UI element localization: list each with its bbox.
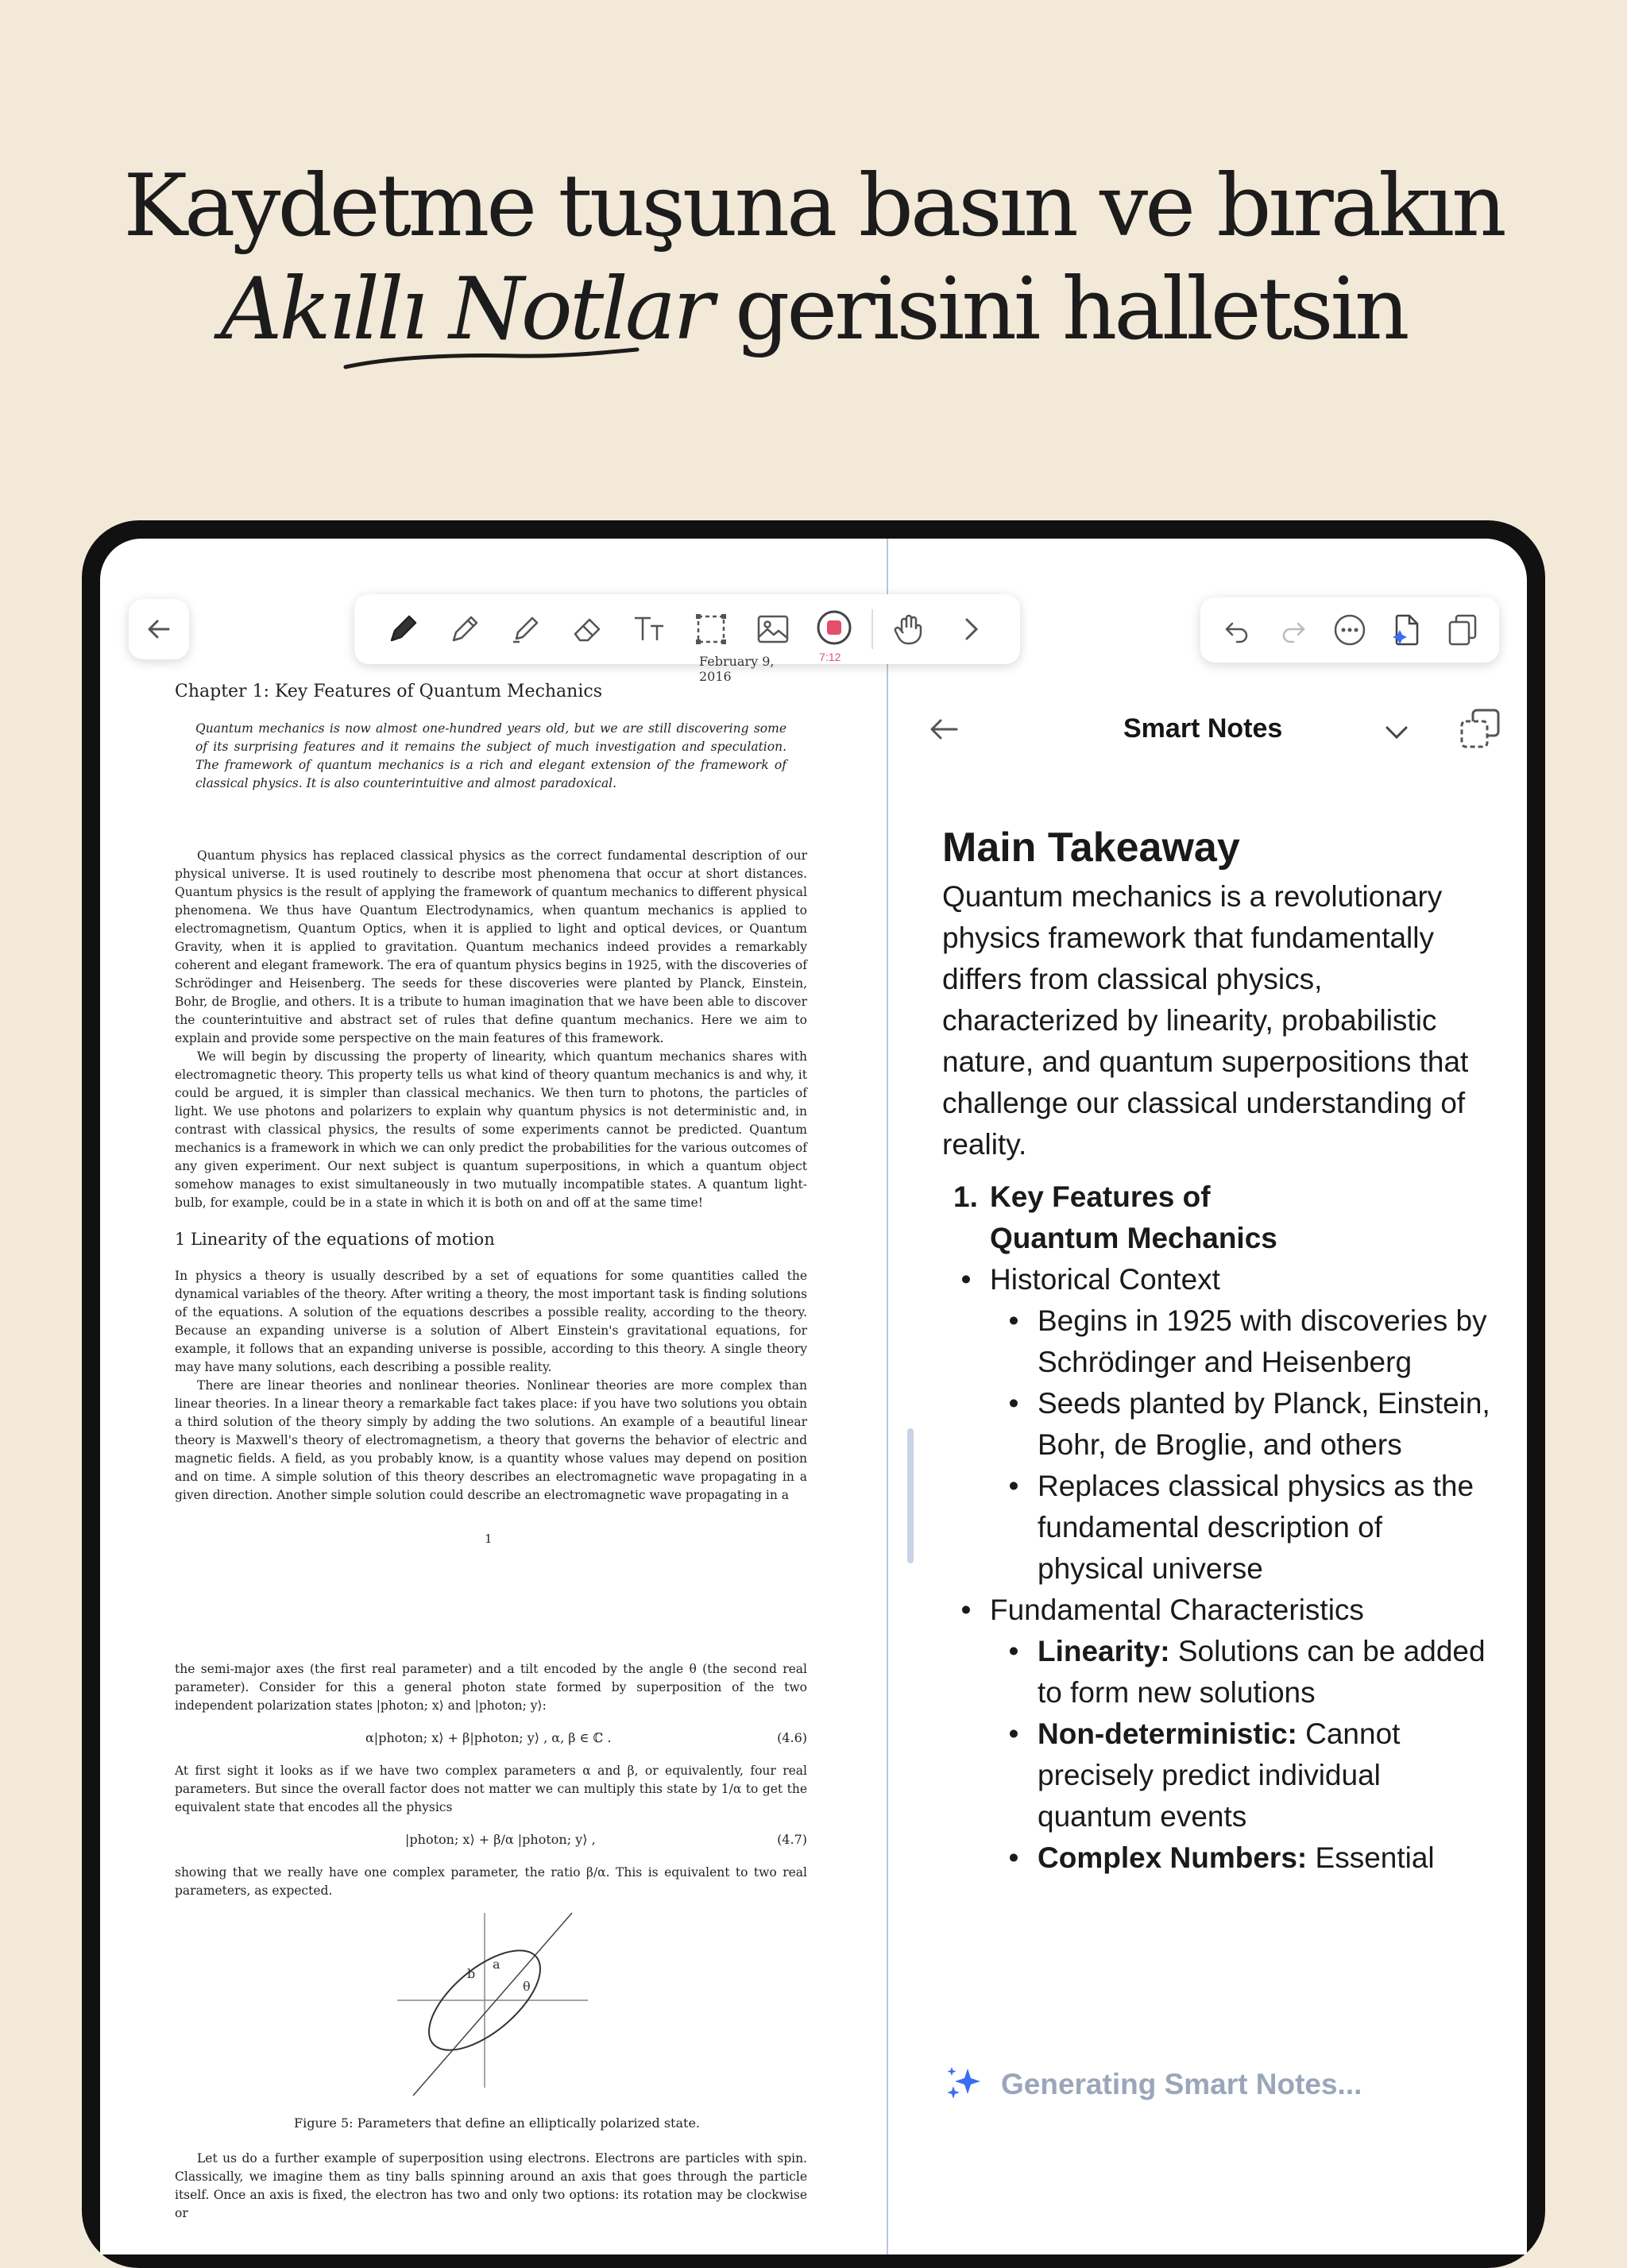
headline-line-1: Kaydetme tuşuna basın ve bırakın [123, 156, 1504, 256]
headline-line-2-rest: gerisini halletsin [735, 260, 1407, 359]
more-icon [1332, 612, 1367, 647]
smart-notes-back-button[interactable] [926, 712, 961, 751]
image-tool[interactable] [748, 605, 798, 654]
chevron-right-icon [956, 613, 987, 645]
generating-text: Generating Smart Notes... [1001, 2068, 1362, 2100]
record-time: 7:12 [819, 651, 841, 663]
highlighter-tool[interactable] [501, 605, 551, 654]
pages-button[interactable] [1438, 605, 1487, 655]
svg-text:a: a [493, 1957, 500, 1972]
equation-number: (4.7) [777, 1832, 807, 1847]
scrollbar-thumb[interactable] [907, 1428, 914, 1563]
smart-notes-content [942, 821, 1490, 1879]
highlighter-icon [507, 610, 545, 648]
paragraph: At first sight it looks as if we have two complex parameters α and β, or equivalently, four real parameters. But since the overall factor does not matter we can multiply this state by 1/α to get the equivalent state that encodes all the physics [175, 1764, 807, 1814]
lasso-icon [692, 610, 730, 648]
copy-notes-button[interactable] [1457, 705, 1505, 757]
title-dropdown[interactable] [1382, 718, 1411, 751]
headline-line-2 [0, 258, 1627, 361]
paragraph: Quantum physics has replaced classical physics as the correct fundamental description of our physical universe. It is used routinely to describe most phenomena that occur at short distances. Quantum physics is the result of applying the framework of quantum mechanics to different physical phenomena. We thus have Quantum Electrodynamics, when quantum mechanics is applied to electromagnetism, Quantum Optics, when it is applied to light and optical devices, or Quantum Gravity, when it is applied to gravitation. Quantum mechanics indeed provides a remarkably coherent and elegant framework. The era of quantum physics begins in 1925, with the discoveries of Schrödinger and Heisenberg. The seeds for these discoveries were planted by Planck, Einstein, Bohr, de Broglie, and others. It is a tribute to human imagination that we have been able to discover the counterintuitive and abstract set of rules that define quantum mechanics. Here we aim to explain and provide some perspective on the main features of this framework. [175, 848, 807, 1045]
list-item: • Linearity: Solutions can be added to form new solutions [1008, 1635, 1486, 1709]
drawing-toolbar [354, 594, 1020, 664]
headline-emphasis: Akıllı Notlar [220, 260, 711, 359]
paragraph: We will begin by discussing the property of linearity, which quantum mechanics shares with electromagnetic theory. This property tells us what kind of theory quantum mechanics is and why, it could be argued, it is simpler than classical mechanics. We then turn to photons, the particles of light. We use photons and polarizers to explain why quantum physics is not deterministic and, in contrast with classical physics, the results of some experiments cannot be predicted. Quantum mechanics is a framework in which we can only predict the probabilities for the various outcomes of any given experiment. Our next subject is quantum superpositions, in which a quantum object somehow manages to exist simultaneously in two mutually incompatible states. A quantum light-bulb, for example, could be in a state in which it is both on and off at the same time! [175, 1049, 807, 1210]
arrow-left-icon [145, 615, 173, 643]
arrow-left-icon [926, 712, 961, 747]
handwritten-underline [342, 343, 643, 375]
redo-icon [1277, 614, 1309, 646]
equation-body: |photon; x⟩ + β/α |photon; y⟩ , [405, 1832, 596, 1847]
hand-icon [891, 610, 929, 648]
more-tools-button[interactable] [947, 605, 996, 654]
section-title: Key Features of Quantum Mechanics [990, 1180, 1277, 1254]
abstract: Quantum mechanics is now almost one-hundred years old, but we are still discovering some of its surprising features and it remains the subject of much investigation and speculation. The framework of quantum mechanics is a rich and elegant extension of the framework of classical physics. It is also counterintuitive and almost paradoxical. [195, 721, 786, 790]
svg-text:b: b [467, 1966, 476, 1981]
list-item: • Historical Context [960, 1263, 1220, 1296]
list-item: • Complex Numbers: Essential [1008, 1841, 1435, 1874]
paragraph: the semi-major axes (the first real parameter) and a tilt encoded by the angle θ (the second real parameter). Consider for this a general photon state formed by superposition of the two independent polarization states |photon; x⟩ and |photon; y⟩: [175, 1662, 807, 1713]
chapter-title: Chapter 1: Key Features of Quantum Mechanics [175, 682, 602, 701]
eraser-icon [569, 610, 607, 648]
svg-text:θ: θ [523, 1979, 531, 1994]
pages-icon [1445, 612, 1480, 647]
split-divider[interactable] [887, 539, 888, 2254]
smart-notes-header [926, 705, 1498, 753]
smart-doc-icon [1389, 612, 1424, 647]
main-takeaway-summary: Quantum mechanics is a revolutionary physics framework that fundamentally differs from classical physics, characterized by linearity, probabilistic nature, and quantum superpositions that challenge our classical understanding of reality. [942, 880, 1469, 1161]
list-item: • Non-deterministic: Cannot precisely predict individual quantum events [1008, 1717, 1401, 1833]
text-icon [630, 610, 668, 648]
generating-status [942, 2062, 1362, 2107]
page-number: 1 [485, 1532, 493, 1546]
text-tool[interactable] [624, 605, 674, 654]
pen-icon [384, 610, 422, 648]
list-item: • Replaces classical physics as the fundamental description of physical universe [1008, 1470, 1474, 1585]
polarization-figure [381, 1905, 604, 2104]
list-item: • Seeds planted by Planck, Einstein, Bohr, de Broglie, and others [1008, 1387, 1490, 1461]
figure-caption: Figure 5: Parameters that define an elliptically polarized state. [294, 2115, 700, 2131]
record-button[interactable] [810, 605, 859, 663]
toolbar-separator [871, 609, 873, 649]
chevron-down-icon [1382, 718, 1411, 747]
sparkle-icon [942, 2062, 987, 2107]
copy-select-icon [1457, 705, 1505, 753]
pencil-tool[interactable] [440, 605, 489, 654]
paragraph: showing that we really have one complex parameter, the ratio β/α. This is equivalent to two real parameters, as expected. [175, 1865, 807, 1898]
back-button[interactable] [129, 599, 189, 659]
section-number: 1. [953, 1180, 978, 1213]
smart-doc-button[interactable] [1382, 605, 1431, 655]
pencil-icon [446, 610, 484, 648]
paragraph: In physics a theory is usually described by a set of equations for some quantities called the dynamical variables of the theory. After writing a theory, the most important task is finding solutions of the equations. A solution of the equations describes a possible reality, according to the theory. Because an expanding universe is a solution of Albert Einstein's gravitational equations, for example, it follows that an expanding universe is possible, according to this theory. A single theory may have many solutions, each describing a possible reality. [175, 1269, 807, 1374]
lasso-tool[interactable] [686, 605, 736, 654]
smart-notes-title[interactable]: Smart Notes [1123, 713, 1283, 744]
list-item: • Begins in 1925 with discoveries by Schrödinger and Heisenberg [1008, 1304, 1487, 1378]
main-takeaway-heading: Main Takeaway [942, 825, 1240, 871]
section-heading [942, 1177, 1490, 1259]
equation-body: α|photon; x⟩ + β|photon; y⟩ , α, β ∈ ℂ . [365, 1730, 612, 1745]
action-toolbar [1200, 597, 1499, 663]
hand-tool[interactable] [885, 605, 934, 654]
paragraph: Let us do a further example of superposition using electrons. Electrons are particles with spin. Classically, we imagine them as tiny balls spinning around an axis that goes through the particle itself. Once an axis is fixed, the electron has two and only two options: its rotation may be clockwise or [175, 2151, 807, 2220]
headline [0, 155, 1627, 361]
section-title: 1 Linearity of the equations of motion [175, 1230, 495, 1249]
image-icon [754, 610, 792, 648]
redo-button[interactable] [1269, 605, 1318, 655]
pen-tool[interactable] [378, 605, 427, 654]
equation-number: (4.6) [777, 1730, 807, 1745]
undo-button[interactable] [1212, 605, 1262, 655]
tablet-screen [100, 539, 1527, 2254]
record-icon [814, 609, 855, 650]
more-button[interactable] [1325, 605, 1374, 655]
document-date: February 9, 2016 [699, 654, 775, 684]
list-item: • Fundamental Characteristics [960, 1594, 1364, 1626]
paragraph: There are linear theories and nonlinear theories. Nonlinear theories are more complex than linear theories. In a linear theory a remarkable fact takes place: if you have two solutions you obtain a third solution of the theory simply by adding the two solutions. An example of a beautiful linear theory is Maxwell's theory of electromagnetism, a theory that governs the behavior of electric and magnetic fields. A field, as you probably know, is a quantity whose values may depend on position and on time. A simple solution of this theory describes an electromagnetic wave propagating in a given direction. Another simple solution could describe an electromagnetic wave propagating in a [175, 1378, 807, 1502]
eraser-tool[interactable] [563, 605, 613, 654]
undo-icon [1221, 614, 1253, 646]
